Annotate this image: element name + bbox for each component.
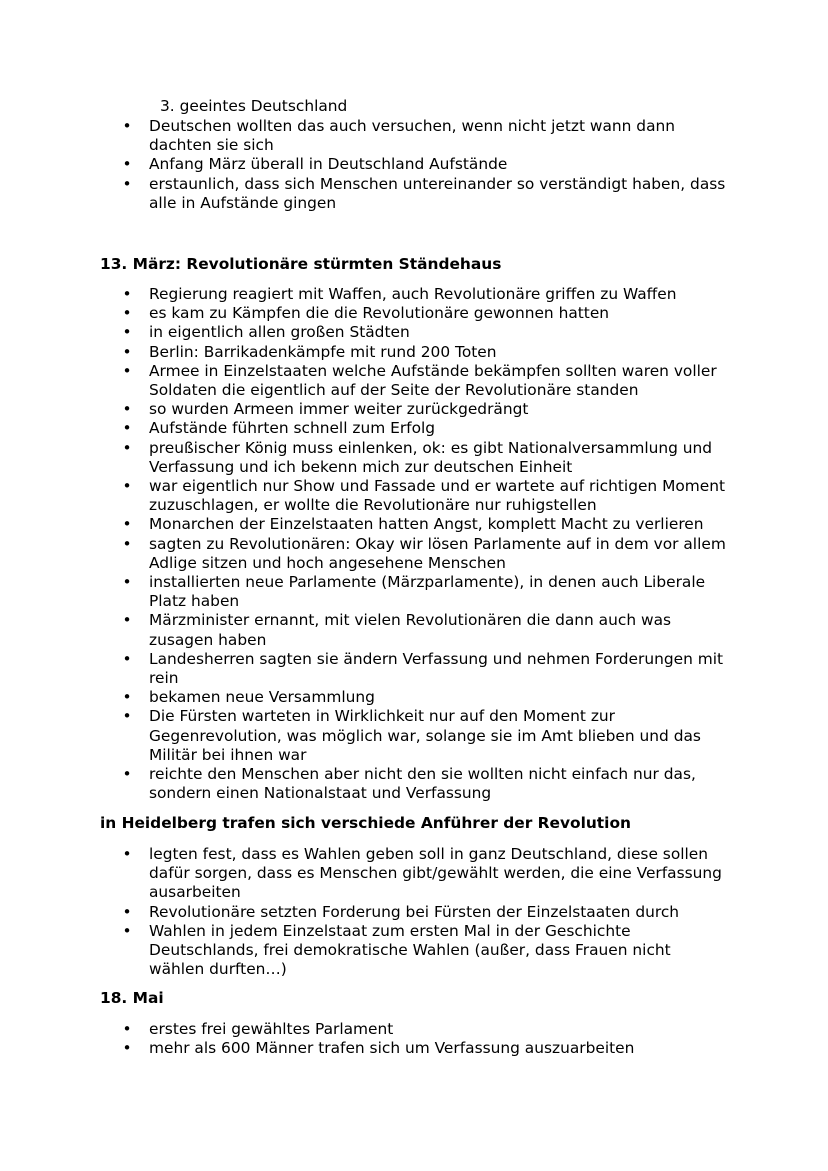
- list-item: [0, 903, 828, 922]
- bullet-icon: •: [122, 611, 132, 630]
- bullet-icon: •: [122, 361, 132, 380]
- list-item-text: in eigentlich allen großen Städten: [149, 323, 410, 342]
- list-item: [0, 688, 828, 707]
- list-item-text: installierten neue Parlamente (Märzparlamente), in denen auch Liberale Platz haben: [149, 573, 706, 611]
- list-item-text: sagten zu Revolutionären: Okay wir lösen Parlamente auf in dem vor allem Adlige sitzen und hoch angesehene Menschen: [149, 534, 726, 572]
- list-item-text: preußischer König muss einlenken, ok: es gibt Nationalversammlung und Verfassung und ich bekenn mich zur deutschen Einheit: [149, 438, 713, 476]
- bullet-icon: •: [122, 921, 132, 940]
- list-item: [0, 343, 828, 362]
- list-item-text: Regierung reagiert mit Waffen, auch Revolutionäre griffen zu Waffen: [149, 285, 677, 303]
- section-heading-heidelberg: in Heidelberg trafen sich verschiede Anführer der Revolution: [100, 814, 631, 832]
- bullet-icon: •: [122, 688, 132, 707]
- list-item: [0, 845, 828, 903]
- bullet-icon: •: [122, 515, 132, 534]
- bullet-icon: •: [122, 117, 132, 135]
- bullet-icon: •: [122, 902, 132, 921]
- list-item-text: war eigentlich nur Show und Fassade und er wartete auf richtigen Moment zuzuschlagen, er wollte die Revolutionäre nur ruhigstellen: [149, 477, 726, 515]
- bullet-list: [0, 1020, 828, 1058]
- list-item-text: erstaunlich, dass sich Menschen untereinander so verständigt haben, dass alle in Aufstände gingen: [149, 174, 726, 212]
- list-item-text: Armee in Einzelstaaten welche Aufstände bekämpfen sollten waren voller Soldaten die eigentlich auf der Seite der Revolutionäre standen: [149, 361, 717, 400]
- list-item: [0, 477, 828, 515]
- list-item: [0, 650, 828, 688]
- bullet-icon: •: [122, 400, 132, 419]
- list-item: [0, 285, 828, 304]
- list-item-text: erstes frei gewähltes Parlament: [149, 1020, 394, 1038]
- list-item-text: Revolutionäre setzten Forderung bei Fürsten der Einzelstaaten durch: [149, 902, 680, 921]
- list-item-text: bekamen neue Versammlung: [149, 688, 375, 707]
- list-item-text: mehr als 600 Männer trafen sich um Verfassung auszuarbeiten: [149, 1039, 635, 1058]
- list-item-text: reichte den Menschen aber nicht den sie wollten nicht einfach nur das, sondern einen Nationalstaat und Verfassung: [149, 765, 696, 803]
- bullet-icon: •: [122, 1039, 132, 1058]
- list-item: [0, 323, 828, 342]
- intro-bullet-list: [0, 117, 828, 213]
- list-item: [0, 707, 828, 765]
- list-item: [0, 304, 828, 323]
- numbered-list-item: 3. geeintes Deutschland: [160, 97, 348, 115]
- list-item-text: legten fest, dass es Wahlen geben soll in ganz Deutschland, diese sollen dafür sorgen, dass es Menschen gibt/gewählt werden, die eine Verfassung ausarbeiten: [149, 845, 722, 902]
- bullet-icon: •: [122, 573, 132, 592]
- list-item: [0, 535, 828, 573]
- bullet-icon: •: [122, 477, 132, 496]
- bullet-icon: •: [122, 534, 132, 553]
- list-item: [0, 175, 828, 213]
- list-item: [0, 611, 828, 649]
- list-item: [0, 419, 828, 438]
- list-item-text: Landesherren sagten sie ändern Verfassung und nehmen Forderungen mit rein: [149, 649, 724, 688]
- bullet-icon: •: [122, 304, 132, 323]
- list-item: [0, 765, 828, 803]
- list-item: [0, 400, 828, 419]
- list-item: [0, 439, 828, 477]
- bullet-icon: •: [122, 155, 132, 174]
- section-heading-13-maerz: 13. März: Revolutionäre stürmten Ständehaus: [100, 255, 502, 273]
- list-item: [0, 515, 828, 534]
- list-item: [0, 1039, 828, 1058]
- list-item-text: Die Fürsten warteten in Wirklichkeit nur auf den Moment zur Gegenrevolution, was möglich war, solange sie im Amt blieben und das Militär bei ihnen war: [149, 707, 701, 764]
- section-13-maerz-list: [0, 285, 828, 803]
- list-item: [0, 573, 828, 611]
- bullet-icon: •: [122, 845, 132, 863]
- list-item-text: so wurden Armeen immer weiter zurückgedrängt: [149, 400, 529, 419]
- list-item-text: Aufstände führten schnell zum Erfolg: [149, 419, 436, 438]
- list-item-text: Wahlen in jedem Einzelstaat zum ersten Mal in der Geschichte Deutschlands, frei demokratische Wahlen (außer, dass Frauen nicht wählen durften…): [149, 921, 671, 979]
- bullet-icon: •: [122, 438, 132, 457]
- section-heading-18-mai: 18. Mai: [100, 989, 164, 1007]
- bullet-icon: •: [122, 707, 132, 726]
- list-item: [0, 1020, 828, 1039]
- section-18-mai-list: [0, 1020, 828, 1058]
- bullet-icon: •: [122, 323, 132, 342]
- list-item: [0, 922, 828, 980]
- list-item-text: Märzminister ernannt, mit vielen Revolutionären die dann auch was zusagen haben: [149, 611, 672, 649]
- list-item: [0, 155, 828, 174]
- section-heidelberg-list: [0, 845, 828, 979]
- bullet-icon: •: [122, 342, 132, 361]
- bullet-list: [0, 117, 828, 213]
- bullet-icon: •: [122, 649, 132, 668]
- list-item-text: es kam zu Kämpfen die die Revolutionäre gewonnen hatten: [149, 304, 610, 323]
- list-item-text: Anfang März überall in Deutschland Aufstände: [149, 155, 508, 174]
- bullet-list: [0, 845, 828, 979]
- bullet-list: [0, 285, 828, 803]
- list-item-text: Deutschen wollten das auch versuchen, wenn nicht jetzt wann dann dachten sie sich: [149, 117, 676, 155]
- list-item-text: Monarchen der Einzelstaaten hatten Angst, komplett Macht zu verlieren: [149, 515, 704, 534]
- bullet-icon: •: [122, 765, 132, 784]
- list-item-text: Berlin: Barrikadenkämpfe mit rund 200 Toten: [149, 342, 497, 361]
- bullet-icon: •: [122, 419, 132, 438]
- bullet-icon: •: [122, 174, 132, 193]
- list-item: [0, 362, 828, 400]
- bullet-icon: •: [122, 1020, 132, 1038]
- bullet-icon: •: [122, 285, 132, 303]
- list-item: [0, 117, 828, 155]
